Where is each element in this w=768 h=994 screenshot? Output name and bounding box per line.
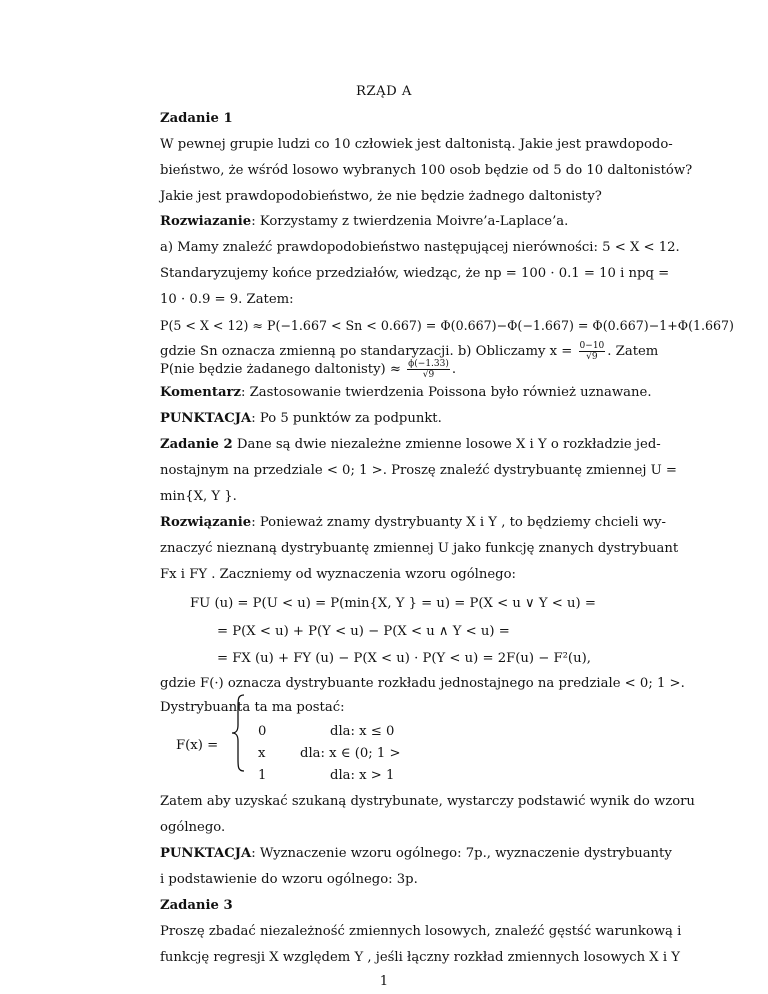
task2-equation-line3: = FX (u) + FY (u) − P(X < u) · P(Y < u) = 2F(u) − F²(u), — [217, 651, 591, 666]
fraction — [407, 359, 450, 380]
task1-score — [160, 410, 442, 428]
page-title: RZĄD A — [356, 84, 412, 99]
task2-text: Dane są dwie niezależne zmienne losowe X i Y o rozkładzie jed- — [232, 437, 661, 452]
page-number: 1 — [379, 974, 389, 989]
case-condition-3: dla: x > 1 — [330, 768, 395, 783]
task2-line2: nostajnym na przedziale < 0; 1 >. Proszę znaleźć dystrybuantę zmiennej U = — [160, 463, 677, 478]
task2-line1 — [160, 436, 661, 454]
task2-heading: Zadanie 2 — [160, 437, 233, 452]
fraction-numerator: ϕ(−1.33) — [408, 359, 449, 369]
solution-label: Rozwiązanie — [160, 515, 252, 530]
task3-line1: Proszę zbadać niezależność zmiennych losowych, znaleźć gęstść warunkową i — [160, 924, 682, 939]
task3-line2: funkcję regresji X względem Y , jeśli łączny rozkład zmiennych losowych X i Y — [160, 950, 680, 965]
fraction-denominator: √9 — [422, 370, 435, 380]
task3-heading: Zadanie 3 — [160, 898, 233, 913]
part-b-pre: gdzie Sn oznacza zmienną po standaryzacji. b) Obliczamy x = — [160, 344, 573, 359]
task1-text-line1: W pewnej grupie ludzi co 10 człowiek jest daltonistą. Jakie jest prawdopodo- — [160, 137, 673, 152]
task1-equation: P(5 < X < 12) ≈ P(−1.667 < Sn < 0.667) = Φ(0.667)−Φ(−1.667) = Φ(0.667)−1+Φ(1.667) — [160, 318, 734, 333]
task2-line3: min{X, Y }. — [160, 489, 237, 504]
piecewise-lhs: F(x) = — [176, 738, 219, 753]
task1-solution-line — [160, 213, 568, 231]
part-b2-pre: P(nie będzie żadanego daltonisty) ≈ — [160, 362, 401, 377]
task2-score-line1 — [160, 845, 672, 863]
solution-text: : Ponieważ znamy dystrybuanty X i Y , to będziemy chcieli wy- — [251, 515, 666, 530]
left-brace-icon — [228, 693, 250, 773]
task2-conclusion-line2: ogólnego. — [160, 820, 226, 835]
task1-text-line2: bieństwo, że wśród losowo wybranych 100 osob będzie od 5 do 10 daltonistów? — [160, 163, 693, 178]
score-label: PUNKTACJA — [160, 846, 252, 861]
case-condition-1: dla: x ≤ 0 — [330, 724, 395, 739]
comment-label: Komentarz — [160, 385, 241, 400]
score-label: PUNKTACJA — [160, 411, 252, 426]
case-value-3: 1 — [258, 768, 267, 783]
task1-text-line3: Jakie jest prawdopodobieństwo, że nie będzie żadnego daltonisty? — [160, 189, 602, 204]
comment-text: : Zastosowanie twierdzenia Poissona było również uznawane. — [240, 385, 652, 400]
part-b-post: . Zatem — [607, 344, 659, 359]
case-condition-2: dla: x ∈ (0; 1 > — [300, 746, 401, 761]
task1-part-a-line3: 10 · 0.9 = 9. Zatem: — [160, 292, 294, 307]
task2-conclusion-line1: Zatem aby uzyskać szukaną dystrybunate, wystarczy podstawić wynik do wzoru — [160, 794, 695, 809]
score-text: : Wyznaczenie wzoru ogólnego: 7p., wyznaczenie dystrybuanty — [251, 846, 672, 861]
task2-solution-line3: Fx i FY . Zaczniemy od wyznaczenia wzoru ogólnego: — [160, 567, 516, 582]
fraction-numerator: 0−10 — [579, 341, 605, 351]
solution-label: Rozwiazanie — [160, 214, 252, 229]
task1-part-b-line2 — [160, 359, 456, 380]
task2-equation-line1: FU (u) = P(U < u) = P(min{X, Y } = u) = P(X < u ∨ Y < u) = — [190, 596, 596, 611]
task1-part-a-line1: a) Mamy znaleźć prawdopodobieństwo następującej nierówności: 5 < X < 12. — [160, 240, 680, 255]
fraction-denominator: √9 — [586, 352, 598, 362]
task2-solution-line2: znaczyć nieznaną dystrybuantę zmiennej U jako funkcję znanych dystrybuant — [160, 541, 679, 556]
part-b2-post: . — [451, 362, 457, 377]
case-value-2: x — [258, 746, 266, 761]
case-value-1: 0 — [258, 724, 267, 739]
task2-equation-line2: = P(X < u) + P(Y < u) − P(X < u ∧ Y < u) = — [217, 624, 510, 639]
task1-part-a-line2: Standaryzujemy końce przedziałów, wiedząc, że np = 100 · 0.1 = 10 i npq = — [160, 266, 670, 281]
solution-text: : Korzystamy z twierdzenia Moivre’a-Laplace’a. — [251, 214, 569, 229]
task2-solution-line1 — [160, 514, 666, 532]
task2-score-line2: i podstawienie do wzoru ogólnego: 3p. — [160, 872, 418, 887]
score-text: : Po 5 punktów za podpunkt. — [251, 411, 442, 426]
task1-heading: Zadanie 1 — [160, 111, 233, 126]
task2-where-line1: gdzie F(·) oznacza dystrybuante rozkładu jednostajnego na predziale < 0; 1 >. — [160, 676, 685, 691]
task2-where-line2: Dystrybuanta ta ma postać: — [160, 700, 345, 715]
fraction — [579, 341, 606, 362]
task1-comment — [160, 384, 652, 402]
